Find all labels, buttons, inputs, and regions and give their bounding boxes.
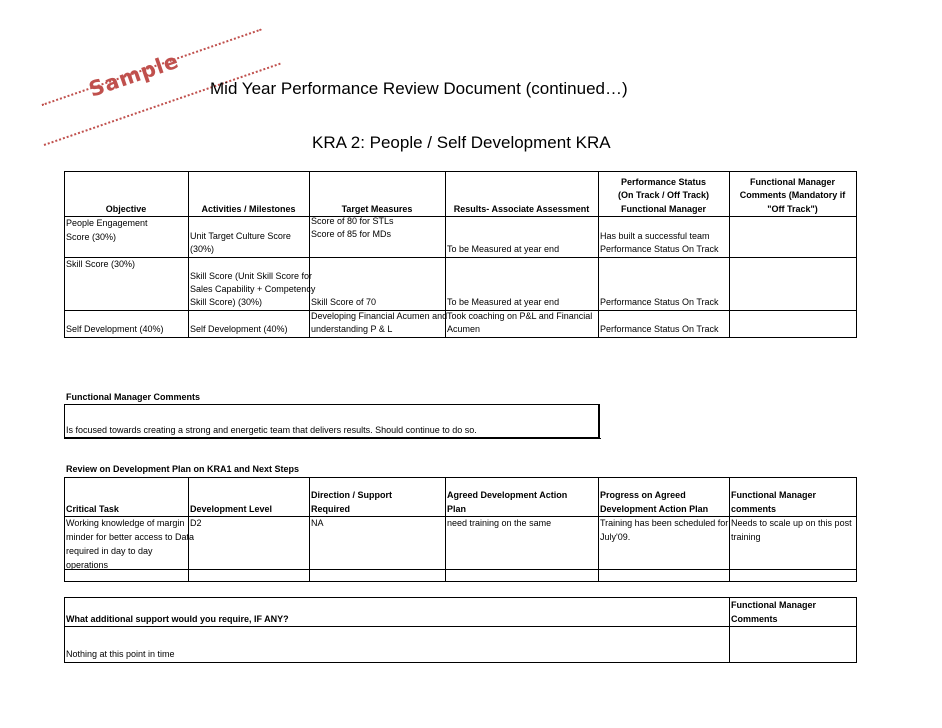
header-fm-comments-line3: "Off Track") (767, 204, 818, 214)
row1-target-line1: Score of 80 for STLs (311, 216, 394, 226)
row3-result-line1: Took coaching on P&L and Financial (447, 311, 593, 321)
row1-objective-line1: People Engagement (66, 218, 148, 228)
row1-status-line1: Has built a successful team (600, 231, 710, 241)
row2-result: To be Measured at year end (447, 297, 560, 307)
row1-activity-line2: (30%) (190, 244, 215, 254)
dev-fm-line2: training (731, 532, 761, 542)
header-activities: Activities / Milestones (201, 204, 296, 214)
dev-agreed-value: need training on the same (447, 518, 552, 528)
row3-result-line2: Acumen (447, 324, 481, 334)
header-fm-comments-line2: Comments (Mandatory if (739, 190, 846, 200)
dev-progress-line1: Training has been scheduled for (600, 518, 729, 528)
row2-activity-line1: Skill Score (Unit Skill Score for (190, 271, 313, 281)
row1-result: To be Measured at year end (447, 244, 560, 254)
row1-activity-line1: Unit Target Culture Score (190, 231, 291, 241)
fm-comments-label: Functional Manager Comments (66, 392, 201, 402)
row2-objective: Skill Score (30%) (66, 259, 136, 269)
header-fm-line2: comments (731, 504, 777, 514)
row3-target-line2: understanding P & L (311, 324, 393, 334)
dev-task-line2: minder for better access to Data (66, 532, 195, 542)
row1-target-line2: Score of 85 for MDs (311, 229, 392, 239)
row2-activity-line3: Skill Score) (30%) (190, 297, 263, 307)
header-progress-line2: Development Action Plan (600, 504, 709, 514)
row2-activity-line2: Sales Capability + Competency (190, 284, 316, 294)
dev-task-line3: required in day to day (66, 546, 153, 556)
row2-status: Performance Status On Track (600, 297, 719, 307)
sample-watermark-text: Sample (85, 48, 183, 102)
header-critical-task: Critical Task (66, 504, 119, 514)
dev-progress-line2: July'09. (600, 532, 631, 542)
header-agreed-line1: Agreed Development Action (447, 490, 568, 500)
header-fm-line1: Functional Manager (731, 490, 817, 500)
support-question: What additional support would you require, IF ANY? (66, 614, 289, 624)
row3-objective: Self Development (40%) (66, 324, 164, 334)
support-fm-line1: Functional Manager (731, 600, 817, 610)
dev-plan-label: Review on Development Plan on KRA1 and Next Steps (66, 464, 300, 474)
dev-task-line1: Working knowledge of margin (66, 518, 185, 528)
header-objective: Objective (105, 204, 147, 214)
header-target-measures: Target Measures (341, 204, 413, 214)
header-results: Results- Associate Assessment (453, 204, 590, 214)
dev-fm-line1: Needs to scale up on this post (731, 518, 852, 528)
header-progress-line1: Progress on Agreed (600, 490, 686, 500)
document-title: Mid Year Performance Review Document (continued…) (210, 79, 628, 98)
dev-level-value: D2 (190, 518, 202, 528)
header-performance-status-line3: Functional Manager (620, 204, 706, 214)
row3-activity: Self Development (40%) (190, 324, 288, 334)
header-agreed-line2: Plan (447, 504, 467, 514)
header-development-level: Development Level (190, 504, 273, 514)
row3-target-line1: Developing Financial Acumen and (311, 311, 448, 321)
header-direction-line1: Direction / Support (311, 490, 392, 500)
header-direction-line2: Required (311, 504, 351, 514)
row3-status: Performance Status On Track (600, 324, 719, 334)
support-fm-line2: Comments (731, 614, 778, 624)
header-performance-status: Performance Status (620, 177, 707, 187)
support-answer: Nothing at this point in time (66, 649, 175, 659)
header-fm-comments: Functional Manager (749, 177, 835, 187)
section-title: KRA 2: People / Self Development KRA (312, 133, 611, 152)
row1-objective-line2: Score (30%) (66, 232, 117, 242)
row2-target: Skill Score of 70 (311, 297, 377, 307)
row1-status-line2: Performance Status On Track (600, 244, 719, 254)
header-performance-status-line2: (On Track / Off Track) (617, 190, 710, 200)
dev-task-line4: operations (66, 560, 109, 570)
dev-direction-value: NA (311, 518, 324, 528)
fm-comments-text: Is focused towards creating a strong and energetic team that delivers results. Should continue to do so. (66, 425, 477, 435)
